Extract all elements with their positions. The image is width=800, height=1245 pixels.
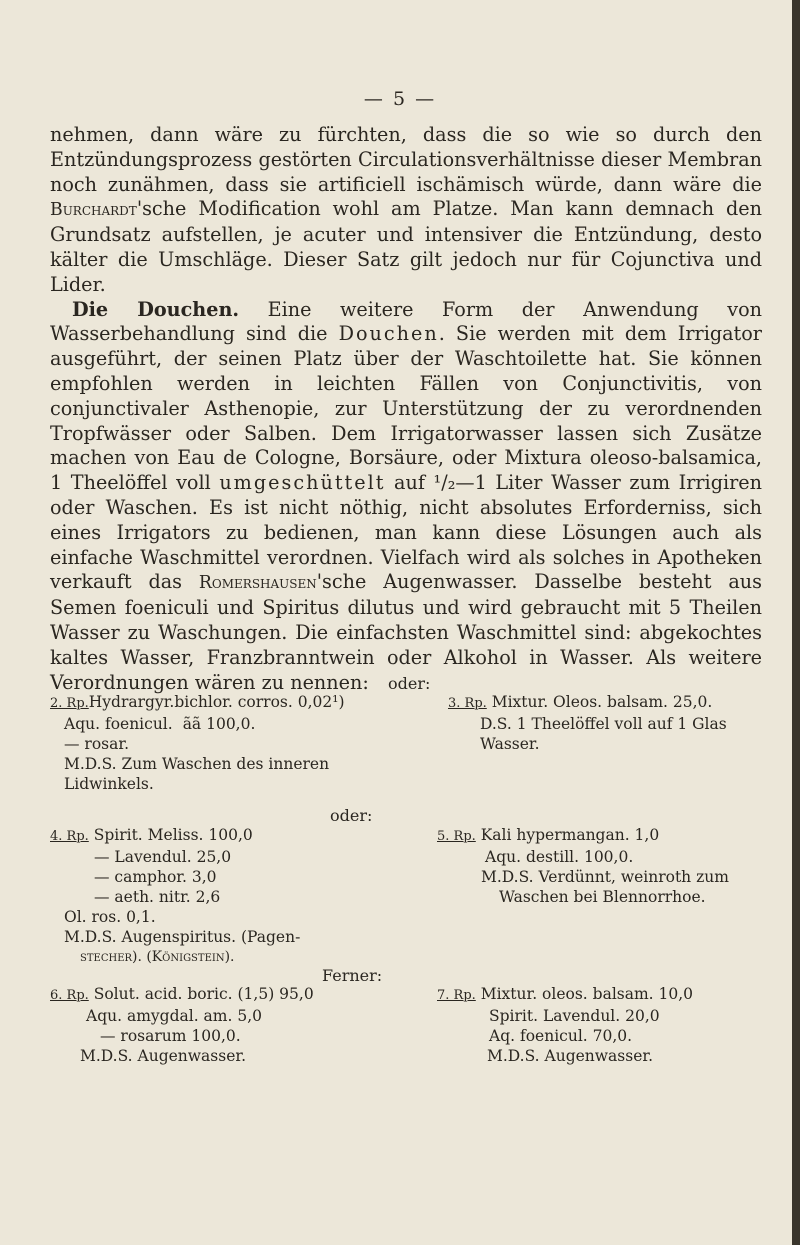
paragraph-1-text: nehmen, dann wäre zu fürchten, dass die so wie so durch den Entzündungsprozess gestörten Circulationsverhältnisse dieser Membran noch zunähmen, dass sie artificiell ischämisch würde, dann wäre die bbox=[50, 123, 762, 196]
spaced-word-umgeschuettelt: umgeschüttelt bbox=[219, 471, 386, 495]
rx-line: Lidwinkels. bbox=[64, 775, 154, 793]
rx-line: — rosarum 100,0. bbox=[100, 1027, 241, 1045]
spaced-word-douchen: Douchen bbox=[338, 322, 439, 346]
author-name-burchardt: Burchardt bbox=[50, 200, 137, 221]
rx-line: Mixtur. Oleos. balsam. 25,0. bbox=[491, 693, 713, 711]
rx-line: — rosar. bbox=[64, 735, 129, 753]
section-heading-douchen: Die Douchen. bbox=[72, 297, 240, 321]
rx-line: M.D.S. Zum Waschen des inneren bbox=[64, 755, 330, 773]
prescription-7 bbox=[437, 984, 767, 1066]
prescription-3 bbox=[448, 692, 768, 754]
rx-line: Wasser. bbox=[480, 735, 540, 753]
rx-line: ãã 100,0. bbox=[182, 715, 256, 733]
rx-mark: 2. Rp. bbox=[50, 696, 89, 711]
rx-line: Spirit. Meliss. 100,0 bbox=[93, 826, 253, 844]
rx-line: Spirit. Lavendul. 20,0 bbox=[489, 1007, 660, 1025]
rx-mark: 5. Rp. bbox=[437, 829, 476, 844]
rx-line: — aeth. nitr. 2,6 bbox=[94, 888, 221, 906]
rx-line: — Lavendul. 25,0 bbox=[94, 848, 232, 866]
rx-line: — camphor. 3,0 bbox=[94, 868, 217, 886]
rx-line: Aqu. amygdal. am. 5,0 bbox=[86, 1007, 262, 1025]
rx-line: M.D.S. Augenwasser. bbox=[80, 1047, 246, 1065]
author-name-romershausen: Romershausen bbox=[198, 573, 317, 594]
prescription-5 bbox=[437, 825, 767, 907]
separator-oder-1: oder: bbox=[388, 674, 431, 693]
rx-line: M.D.S. Augenspiritus. (Pagen- bbox=[64, 928, 301, 946]
rx-line: Waschen bei Blennorrhoe. bbox=[499, 888, 706, 906]
rx-line: stecher). (Königstein). bbox=[80, 949, 235, 965]
prescription-2 bbox=[50, 692, 380, 794]
separator-oder-2: oder: bbox=[330, 806, 373, 825]
rx-mark: 3. Rp. bbox=[448, 696, 487, 711]
rx-line: M.D.S. Verdünnt, weinroth zum bbox=[481, 868, 729, 886]
rx-line: Aqu. destill. 100,0. bbox=[485, 848, 634, 866]
paragraph-2-text-c: auf ¹/₂—1 Liter Wasser zum Irrigiren oder Waschen. Es ist nicht nöthig, nicht absolutes Erforderniss, sich eines Irrigators zu bedienen, man kann diese Lösungen auch als einfache Waschmittel verordnen. Vielfach wird als solches in Apotheken verkauft das bbox=[50, 471, 762, 594]
rx-line: M.D.S. Augenwasser. bbox=[487, 1047, 653, 1065]
rx-line: Aq. foenicul. 70,0. bbox=[489, 1027, 633, 1045]
rx-line: Hydrargyr.bichlor. corros. 0,02¹) bbox=[88, 693, 345, 711]
paragraph-1-rest: 'sche Modification wohl am Platze. Man kann demnach den Grundsatz aufstellen, je acuter und intensiver die Entzündung, desto kälter die Umschläge. Dieser Satz gilt jedoch nur für Cojunctiva und Lider. bbox=[50, 197, 762, 296]
paragraph-2-text-d: 'sche Augenwasser. Dasselbe besteht aus Semen foeniculi und Spiritus dilutus und wird gebraucht mit 5 Theilen Wasser zu Waschungen. Die einfachsten Waschmittel sind: abgekochtes kaltes Wasser, Franzbranntwein oder Alkohol in Wasser. Als weitere Verordnungen wären zu nennen: bbox=[50, 570, 763, 694]
rx-line: Ol. ros. 0,1. bbox=[64, 908, 156, 926]
rx-mark: 7. Rp. bbox=[437, 988, 476, 1003]
rx-line: Mixtur. oleos. balsam. 10,0 bbox=[480, 985, 694, 1003]
rx-line: Solut. acid. boric. (1,5) 95,0 bbox=[93, 985, 314, 1003]
rx-mark: 6. Rp. bbox=[50, 988, 89, 1003]
prescription-4 bbox=[50, 825, 380, 967]
paragraph-2-text-a: Eine weitere Form der Anwendung von Wasserbehandlung sind die bbox=[50, 297, 762, 346]
rx-line: D.S. 1 Theelöffel voll auf 1 Glas bbox=[480, 715, 727, 733]
rx-line: Kali hypermangan. 1,0 bbox=[480, 826, 660, 844]
rx-mark: 4. Rp. bbox=[50, 829, 89, 844]
paragraph-1 bbox=[50, 123, 762, 298]
page-edge bbox=[792, 0, 800, 1245]
paragraph-2-text-b: . Sie werden mit dem Irrigator ausgeführt, der seinen Platz über der Waschtoilette hat. Sie können empfohlen werden in leichten Fällen von Conjunctivitis, von conjunctivaler Asthenopie, zur Unterstützung der zu verordnenden Tropfwässer oder Salben. Dem Irrigatorwasser lassen sich Zusätze machen von Eau de Cologne, Borsäure, oder Mixtura oleoso-balsamica, 1 Theelöffel voll bbox=[50, 322, 762, 495]
main-text bbox=[50, 123, 762, 695]
separator-ferner: Ferner: bbox=[322, 966, 383, 985]
page-number: — 5 — bbox=[363, 88, 437, 110]
prescription-6 bbox=[50, 984, 380, 1066]
rx-line: Aqu. foenicul. bbox=[64, 715, 173, 733]
paragraph-2 bbox=[50, 298, 762, 696]
